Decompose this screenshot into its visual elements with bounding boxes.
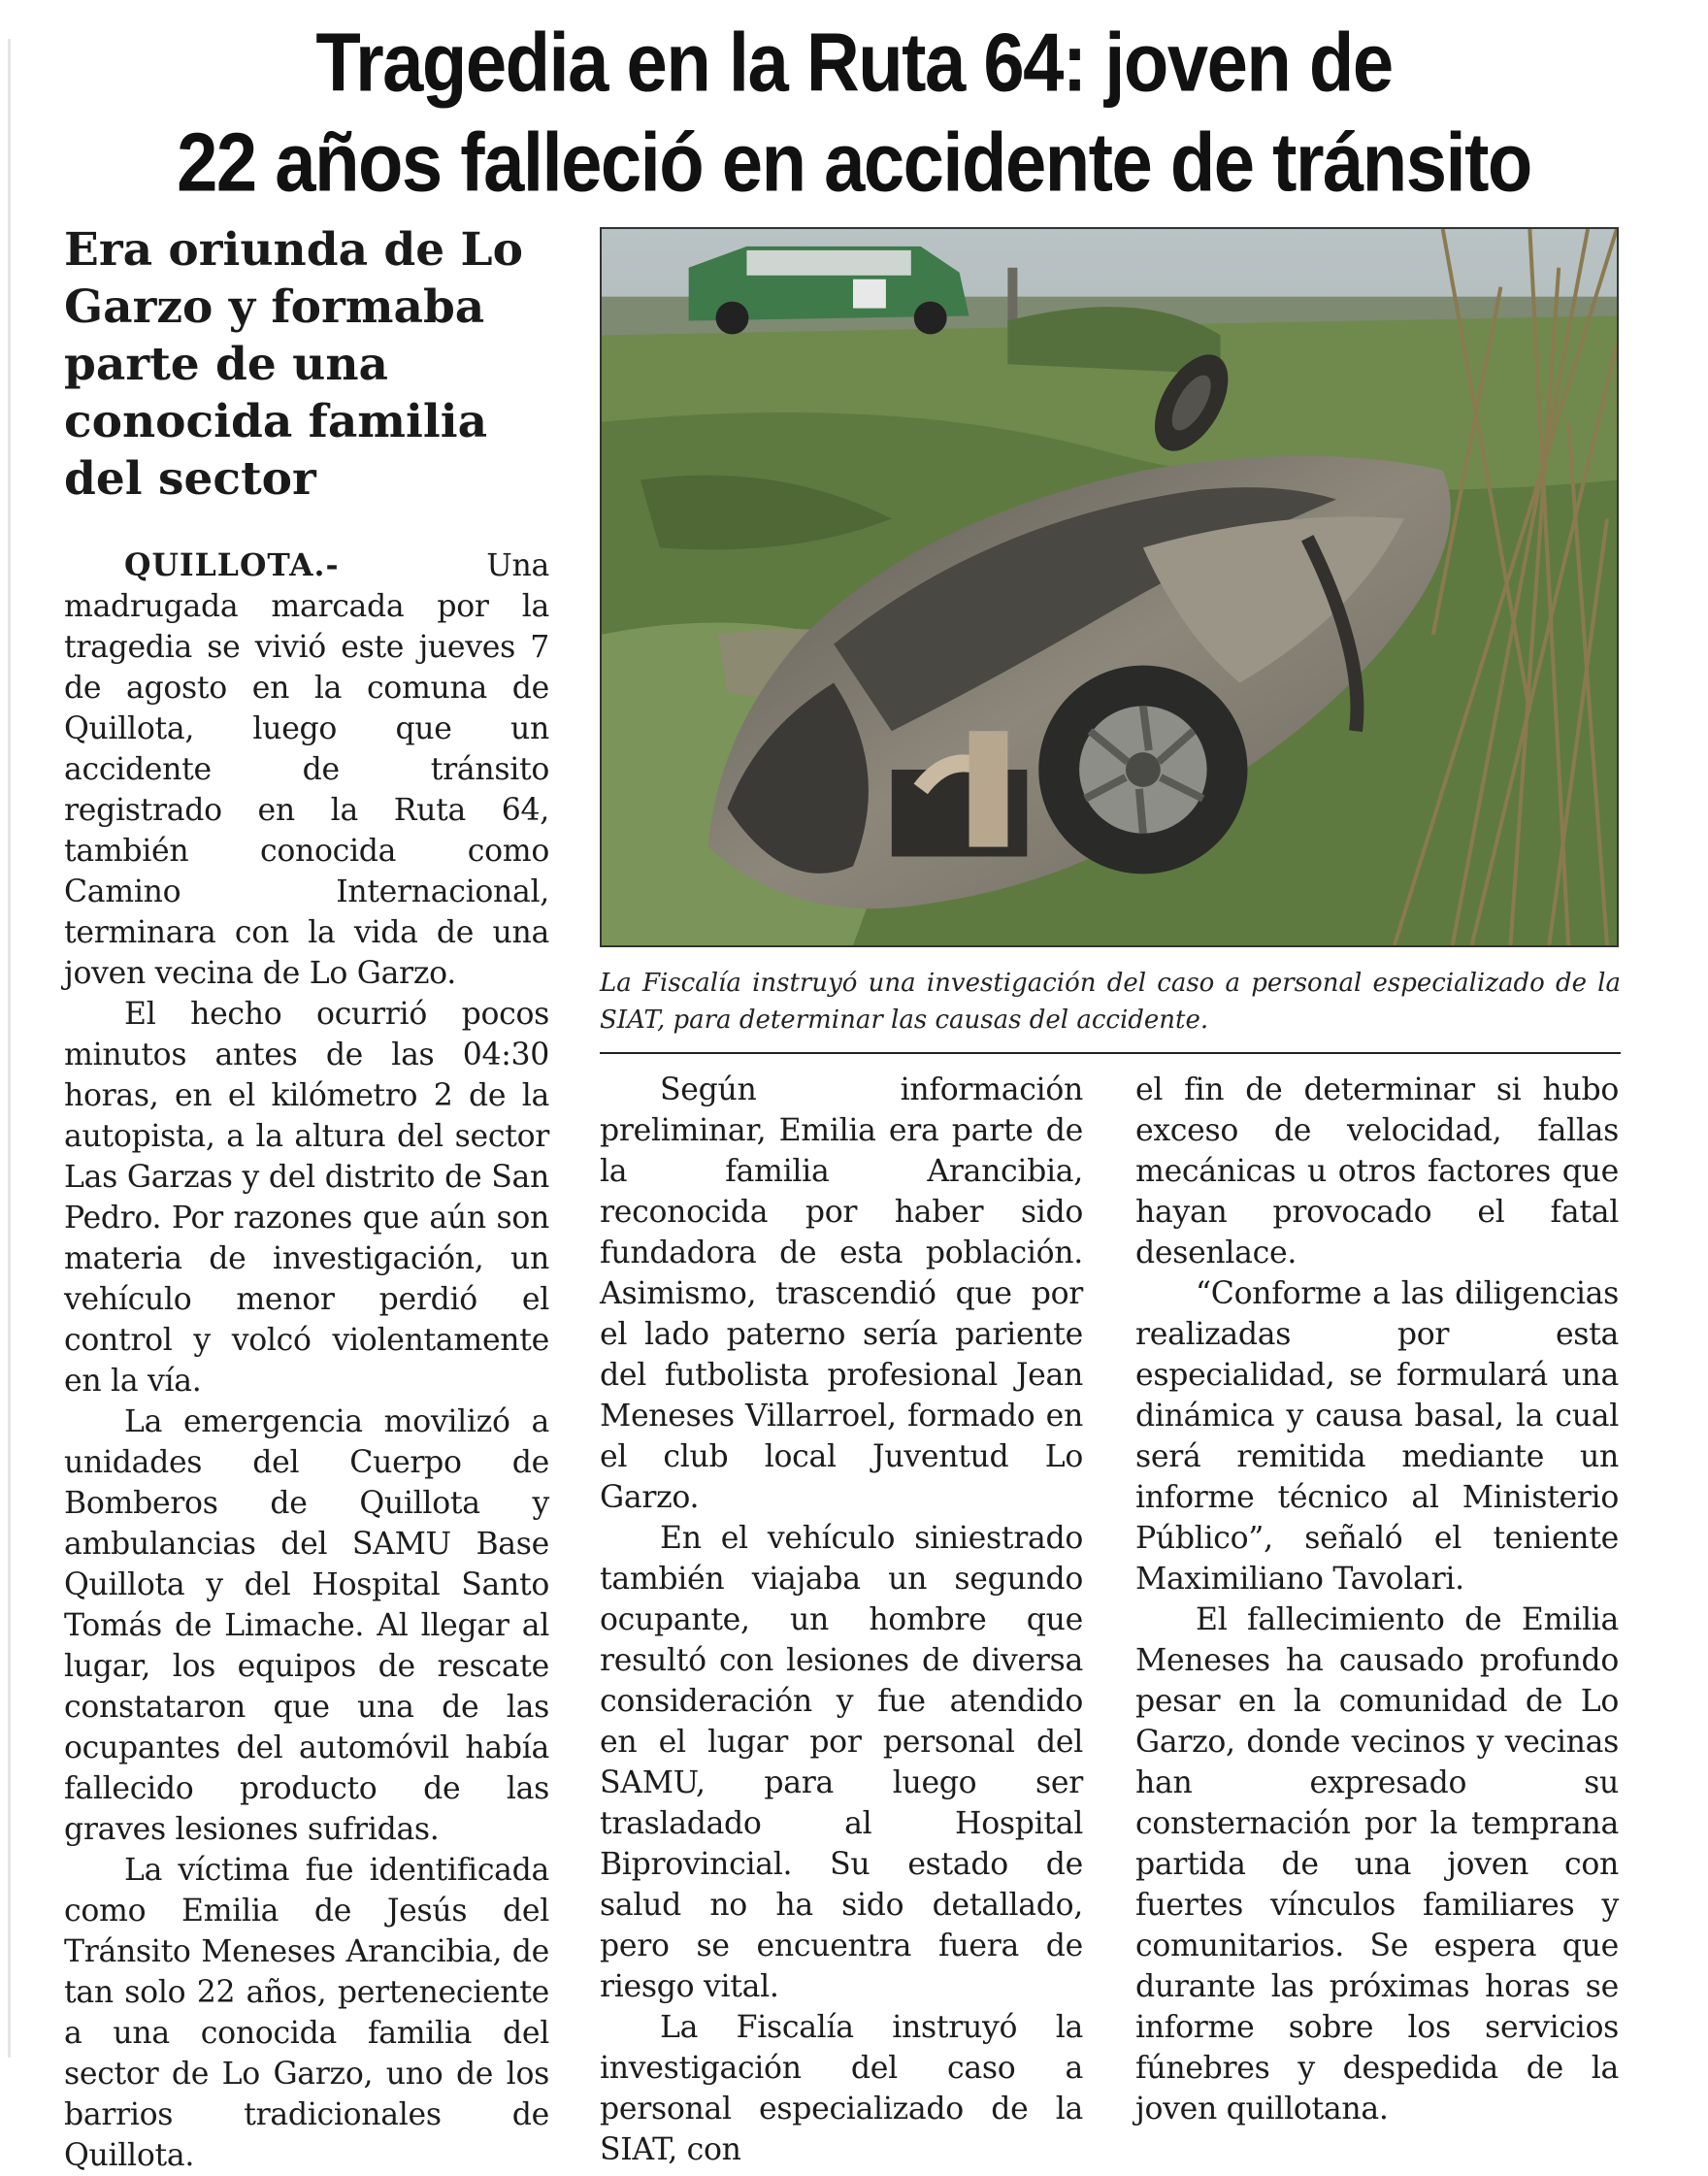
paragraph-continuation: el fin de determinar si hubo exceso de velocidad, fallas mecánicas u otros factores que hayan provocado el fatal desenlace.: [1135, 1072, 1619, 1270]
article-column-2: [600, 1070, 1083, 2170]
paragraph: Según información preliminar, Emilia era parte de la familia Arancibia, reconocida por haber sido fundadora de esta población. Asimismo, trascendió que por el lado paterno sería pariente del futbolista profesional Jean Meneses Villarroel, formado en el club local Juventud Lo Garzo.: [600, 1072, 1083, 1515]
page-margin-rule: [8, 39, 11, 2058]
paragraph: El fallecimiento de Emilia Meneses ha causado profundo pesar en la comunidad de Lo Garzo, donde vecinos y vecinas han expresado su consternación por la temprana partida de una joven con fuertes vínculos familiares y comunitarios. Se espera que durante las próximas horas se informe sobre los servicios fúnebres y despedida de la joven quillotana.: [1135, 1602, 1619, 2127]
headline: [39, 14, 1669, 214]
paragraph: La víctima fue identificada como Emilia de Jesús del Tránsito Meneses Arancibia, de tan solo 22 años, perteneciente a una conocida familia del sector de Lo Garzo, uno de los barrios tradicionales de Quillota.: [64, 1853, 549, 2173]
paragraph: La Fiscalía instruyó la investigación del caso a personal especializado de la SIAT, con: [600, 2010, 1083, 2167]
subheadline: Era oriunda de Lo Garzo y formaba parte de una conocida familia del sector: [64, 223, 523, 506]
lead-paragraph: [64, 545, 549, 994]
article-column-1: [64, 545, 549, 2176]
headline-line-1: Tragedia en la Ruta 64: joven de: [315, 16, 1393, 110]
photo-caption: La Fiscalía instruyó una investigación del caso a personal especializado de la SIAT, para determinar las causas del accidente.: [600, 969, 1621, 1035]
dateline: QUILLOTA.-: [124, 547, 340, 583]
caption-divider: [600, 1052, 1621, 1054]
headline-line-2: 22 años falleció en accidente de tránsito: [177, 116, 1531, 210]
paragraph: La emergencia movilizó a unidades del Cuerpo de Bomberos de Quillota y ambulancias del SAMU Base Quillota y del Hospital Santo Tomás de Limache. Al llegar al lugar, los equipos de rescate constataron que una de las ocupantes del automóvil había fallecido producto de las graves lesiones sufridas.: [64, 1404, 549, 1847]
accident-photo: [600, 227, 1619, 947]
paragraph: El hecho ocurrió pocos minutos antes de las 04:30 horas, en el kilómetro 2 de la autopista, a la altura del sector Las Garzas y del distrito de San Pedro. Por razones que aún son materia de investigación, un vehículo menor perdió el control y volcó violentamente en la vía.: [64, 997, 549, 1399]
article-column-3: [1135, 1070, 1619, 2129]
paragraph: En el vehículo siniestrado también viajaba un segundo ocupante, un hombre que resultó con lesiones de diversa consideración y fue atendido en el lugar por personal del SAMU, para luego ser trasladado al Hospital Biprovincial. Su estado de salud no ha sido detallado, pero se encuentra fuera de riesgo vital.: [600, 1521, 1083, 2004]
paragraph: “Conforme a las diligencias realizadas por esta especialidad, se formulará una dinámica y causa basal, la cual será remitida mediante un informe técnico al Ministerio Público”, señaló el teniente Maximiliano Tavolari.: [1135, 1276, 1619, 1597]
overturned-car-image: [602, 229, 1617, 945]
paragraph-text: Una madrugada marcada por la tragedia se vivió este jueves 7 de agosto en la comuna de Quillota, luego que un accidente de tránsito registrado en la Ruta 64, también conocida como Camino Internacional, terminara con la vida de una joven vecina de Lo Garzo.: [64, 548, 549, 991]
